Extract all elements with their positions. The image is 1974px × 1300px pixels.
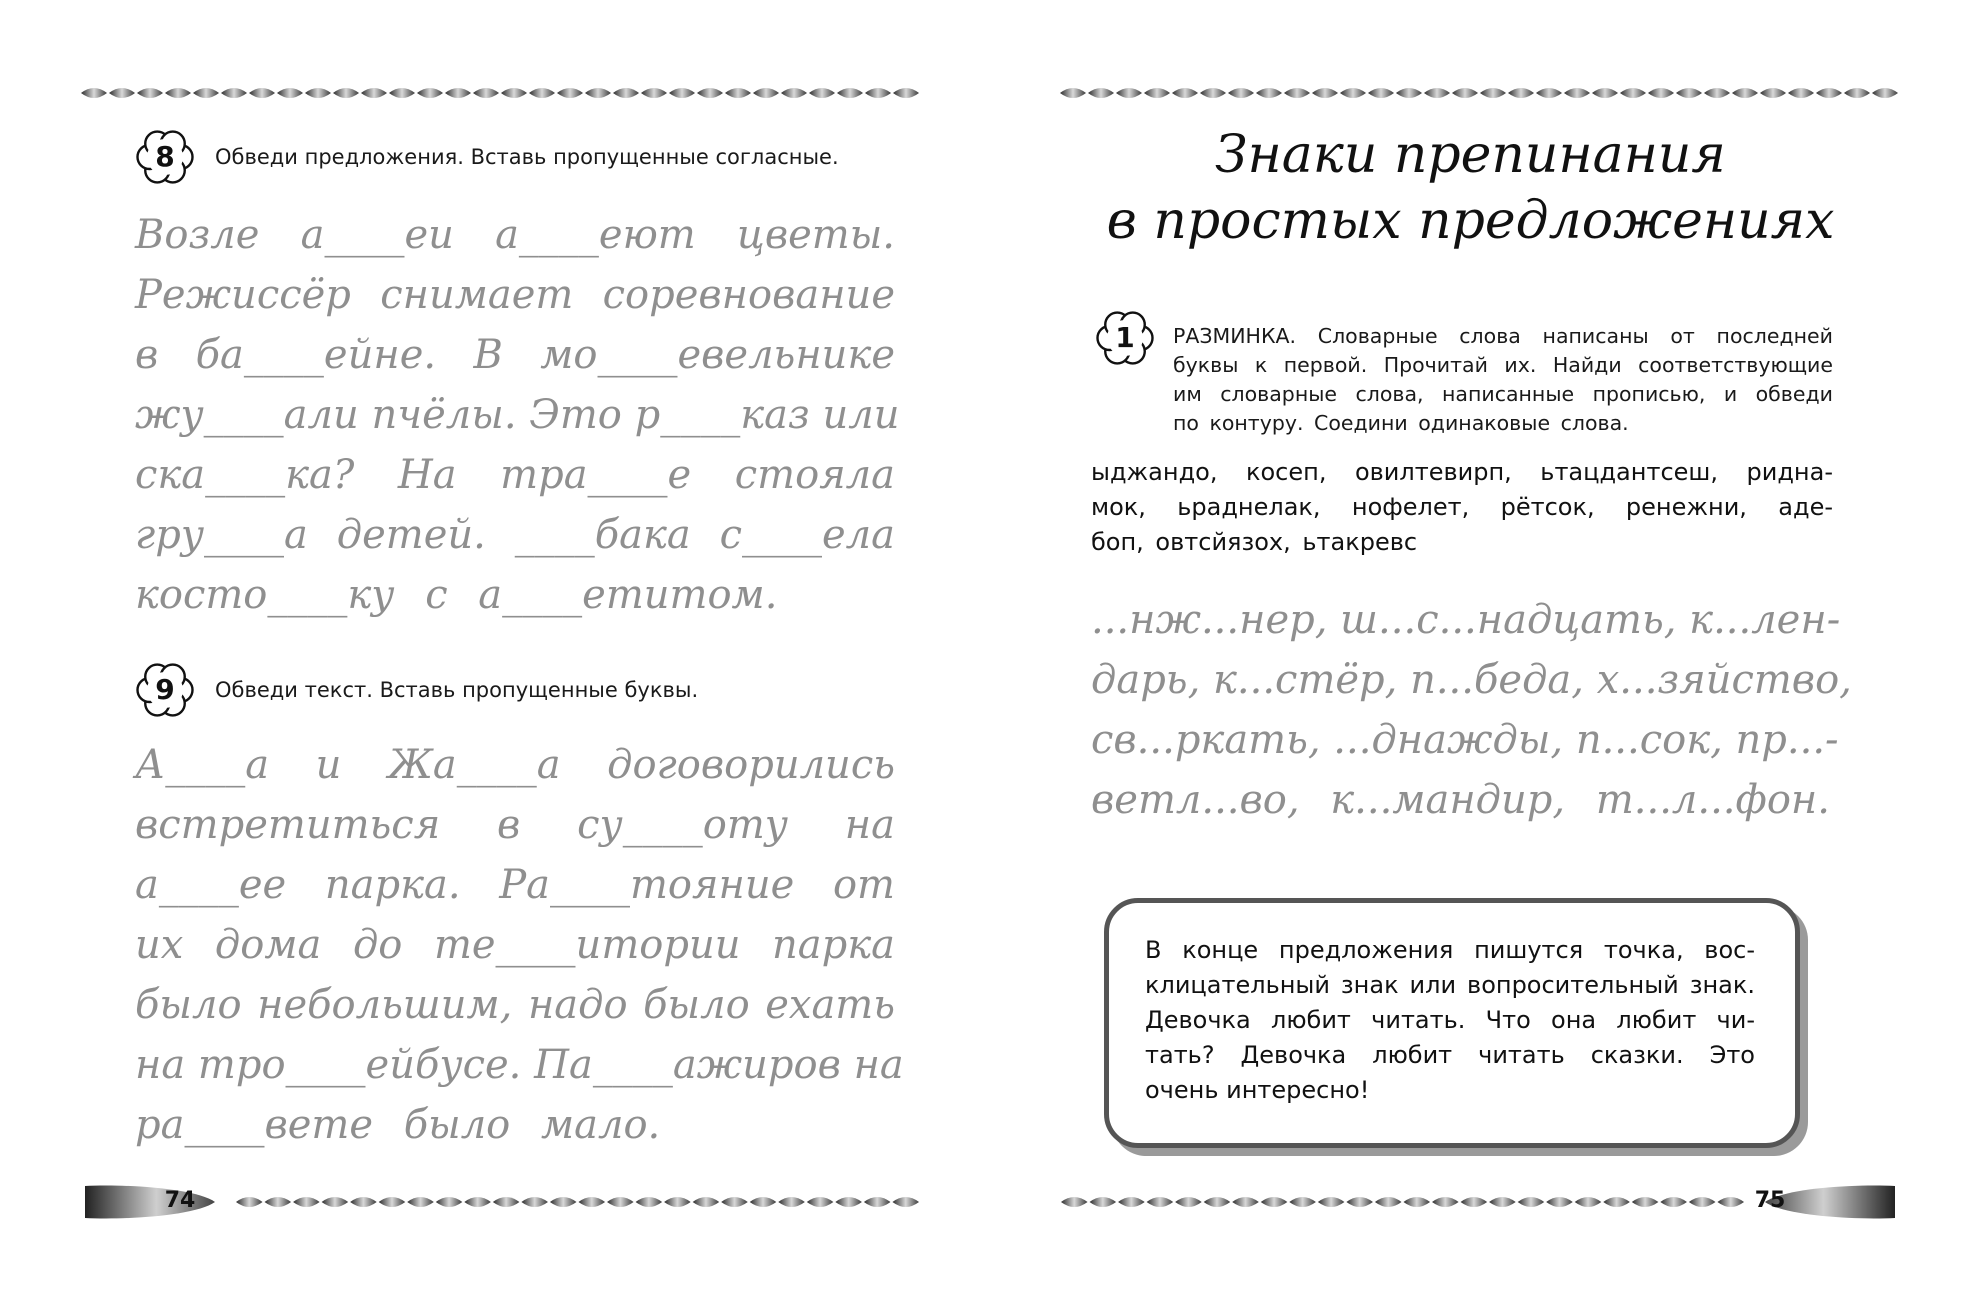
leaf-icon	[1564, 88, 1590, 98]
leaf-icon	[379, 1197, 406, 1207]
leaf-icon	[109, 88, 135, 98]
top-leaf-border-left	[80, 82, 920, 104]
leaf-icon	[807, 1197, 834, 1207]
leaf-icon	[445, 88, 471, 98]
leaf-icon	[1620, 88, 1646, 98]
leaf-icon	[137, 88, 163, 98]
leaf-icon	[1461, 1197, 1488, 1207]
cursive-line[interactable]: Возле а____еи а____еют цветы.	[135, 212, 895, 258]
leaf-icon	[193, 88, 219, 98]
rule-line: тать? Девочка любит читать сказки. Это	[1145, 1041, 1755, 1069]
cursive-line[interactable]: в ба____ейне. В мо____евельнике	[135, 332, 895, 378]
leaf-icon	[1200, 88, 1226, 98]
cursive-line[interactable]: дарь, к...стёр, п...беда, х...зяйство,	[1091, 657, 1852, 703]
leaf-icon	[1061, 1197, 1088, 1207]
leaf-icon	[557, 88, 583, 98]
cursive-line[interactable]: косто____ку с а____етитом.	[135, 572, 778, 618]
leaf-icon	[1704, 88, 1730, 98]
leaf-icon	[697, 88, 723, 98]
leaf-icon	[693, 1197, 720, 1207]
leaf-icon	[636, 1197, 663, 1207]
leaf-icon	[1404, 1197, 1431, 1207]
rule-line: клицательный знак или вопросительный знак.	[1145, 971, 1755, 999]
scrambled-line: ыджандо, косеп, овилтевирп, ьтацдантсеш, ридна-	[1091, 458, 1833, 486]
leaf-icon	[277, 88, 303, 98]
exercise-9-instruction: Обведи текст. Вставь пропущенные буквы.	[215, 678, 699, 702]
leaf-icon	[1172, 88, 1198, 98]
cursive-line[interactable]: было небольшим, надо было ехать	[135, 982, 895, 1028]
leaf-icon	[1368, 88, 1394, 98]
leaf-icon	[607, 1197, 634, 1207]
leaf-icon	[464, 1197, 491, 1207]
leaf-icon	[725, 88, 751, 98]
leaf-icon	[361, 88, 387, 98]
leaf-icon	[1261, 1197, 1288, 1207]
leaf-icon	[1603, 1197, 1630, 1207]
leaf-icon	[669, 88, 695, 98]
leaf-icon	[750, 1197, 777, 1207]
leaf-icon	[641, 88, 667, 98]
exercise-8-cursive-text	[135, 205, 900, 625]
leaf-icon	[1340, 88, 1366, 98]
instruction-line: им словарные слова, написанные прописью, и обведи	[1173, 382, 1833, 406]
leaf-icon	[1816, 88, 1842, 98]
cursive-line[interactable]: ра____вете было мало.	[135, 1102, 661, 1148]
leaf-icon	[837, 88, 863, 98]
leaf-icon	[165, 88, 191, 98]
leaf-icon	[1116, 88, 1142, 98]
scrambled-line: мок, ьраднелак, нофелет, рётсок, ренежни, аде-	[1091, 493, 1833, 521]
leaf-icon	[1175, 1197, 1202, 1207]
leaf-icon	[1788, 88, 1814, 98]
cursive-line[interactable]: их дома до те____итории парка	[135, 922, 895, 968]
exercise-9-cursive-text	[135, 735, 904, 1155]
leaf-icon	[1118, 1197, 1145, 1207]
leaf-icon	[293, 1197, 320, 1207]
cursive-line[interactable]: ска____ка? На тра____е стояла	[135, 452, 895, 498]
leaf-icon	[664, 1197, 691, 1207]
rule-text	[1145, 933, 1755, 1108]
leaf-icon	[1632, 1197, 1659, 1207]
leaf-icon	[1284, 88, 1310, 98]
leaf-icon	[236, 1197, 263, 1207]
leaf-icon	[249, 88, 275, 98]
leaf-icon	[893, 88, 919, 98]
exercise-8-badge	[135, 127, 195, 187]
leaf-icon	[1432, 1197, 1459, 1207]
rule-box	[1104, 898, 1800, 1148]
instruction-line: по контуру. Соедини одинаковые слова.	[1173, 411, 1629, 435]
title-line: Знаки препинания	[1215, 125, 1726, 185]
leaf-icon	[613, 88, 639, 98]
leaf-icon	[501, 88, 527, 98]
leaf-icon	[585, 88, 611, 98]
exercise-1-instruction	[1173, 322, 1833, 438]
rule-line: очень интересно!	[1145, 1076, 1370, 1104]
leaf-icon	[1090, 1197, 1117, 1207]
cursive-line[interactable]: св...ркать, ...днажды, п...сок, пр...-	[1091, 717, 1839, 763]
leaf-icon	[1518, 1197, 1545, 1207]
leaf-icon	[407, 1197, 434, 1207]
leaf-icon	[1480, 88, 1506, 98]
leaf-icon	[1144, 88, 1170, 98]
leaf-icon	[1256, 88, 1282, 98]
leaf-icon	[436, 1197, 463, 1207]
leaf-icon	[1592, 88, 1618, 98]
leaf-icon	[333, 88, 359, 98]
leaf-icon	[473, 88, 499, 98]
leaf-icon	[1396, 88, 1422, 98]
top-leaf-border-right	[1059, 82, 1899, 104]
scrambled-line: боп, овтсйязох, ьтакревс	[1091, 528, 1418, 556]
leaf-icon	[1575, 1197, 1602, 1207]
leaf-icon	[493, 1197, 520, 1207]
leaf-icon	[864, 1197, 891, 1207]
leaf-icon	[1289, 1197, 1316, 1207]
leaf-icon	[322, 1197, 349, 1207]
leaf-icon	[1424, 88, 1450, 98]
rule-line: В конце предложения пишутся точка, вос-	[1145, 936, 1755, 964]
exercise-8-instruction: Обведи предложения. Вставь пропущенные согласные.	[215, 145, 839, 169]
leaf-icon	[1732, 88, 1758, 98]
leaf-icon	[892, 1197, 919, 1207]
leaf-icon	[1228, 88, 1254, 98]
leaf-ornament-icon	[1059, 82, 1899, 104]
exercise-1-badge	[1095, 308, 1155, 368]
leaf-icon	[1689, 1197, 1716, 1207]
title-line: в простых предложениях	[1106, 191, 1835, 251]
page-number: 74	[164, 1188, 196, 1213]
cursive-line[interactable]: встретиться в су____оту на	[135, 802, 895, 848]
instruction-line: буквы к первой. Прочитай их. Найди соответствующие	[1173, 353, 1833, 377]
leaf-icon	[521, 1197, 548, 1207]
leaf-icon	[721, 1197, 748, 1207]
cursive-line[interactable]: жу____али пчёлы. Это р____каз или	[135, 392, 900, 438]
leaf-icon	[265, 1197, 292, 1207]
cursive-line[interactable]: ...нж...нер, ш...с...надцать, к...лен-	[1091, 597, 1841, 643]
leaf-icon	[350, 1197, 377, 1207]
leaf-icon	[1536, 88, 1562, 98]
leaf-icon	[1375, 1197, 1402, 1207]
leaf-icon	[1060, 88, 1086, 98]
leaf-icon	[1452, 88, 1478, 98]
page-number: 75	[1754, 1188, 1786, 1213]
leaf-icon	[865, 88, 891, 98]
exercise-1-cursive-text	[1091, 590, 1852, 830]
leaf-icon	[1546, 1197, 1573, 1207]
leaf-icon	[81, 88, 107, 98]
leaf-icon	[1088, 88, 1114, 98]
leaf-icon	[1318, 1197, 1345, 1207]
right-page	[987, 0, 1974, 1300]
leaf-icon	[550, 1197, 577, 1207]
exercise-9-badge	[135, 660, 195, 720]
leaf-icon	[1872, 88, 1898, 98]
cursive-line[interactable]: гру____а детей. ____бака с____ела	[135, 512, 895, 558]
leaf-icon	[1648, 88, 1674, 98]
leaf-icon	[529, 88, 555, 98]
leaf-icon	[389, 88, 415, 98]
leaf-icon	[1204, 1197, 1231, 1207]
leaf-icon	[305, 88, 331, 98]
leaf-icon	[778, 1197, 805, 1207]
leaf-icon	[781, 88, 807, 98]
cursive-line[interactable]: ветл...во, к...мандир, т...л...фон.	[1091, 777, 1830, 823]
leaf-icon	[221, 88, 247, 98]
leaf-icon	[1312, 88, 1338, 98]
leaf-icon	[809, 88, 835, 98]
leaf-footer-icon	[85, 1180, 925, 1224]
leaf-icon	[1232, 1197, 1259, 1207]
leaf-icon	[1508, 88, 1534, 98]
cursive-line[interactable]: Режиссёр снимает соревнование	[135, 272, 895, 318]
leaf-icon	[1660, 1197, 1687, 1207]
cursive-line[interactable]: на тро____ейбусе. Па____ажиров на	[135, 1042, 904, 1088]
cursive-line[interactable]: а____ее парка. Ра____тояние от	[135, 862, 895, 908]
exercise-9-number: 9	[155, 673, 175, 706]
cursive-line[interactable]: А____а и Жа____а договорились	[135, 742, 895, 788]
leaf-icon	[835, 1197, 862, 1207]
exercise-8-number: 8	[155, 140, 175, 173]
leaf-icon	[1844, 88, 1870, 98]
leaf-icon	[753, 88, 779, 98]
instruction-line: РАЗМИНКА. Словарные слова написаны от последней	[1173, 324, 1833, 348]
leaf-icon	[1676, 88, 1702, 98]
scrambled-words	[1091, 455, 1833, 560]
leaf-icon	[579, 1197, 606, 1207]
leaf-icon	[417, 88, 443, 98]
leaf-icon	[1346, 1197, 1373, 1207]
footer-ornament-left	[85, 1180, 925, 1224]
leaf-ornament-icon	[80, 82, 920, 104]
page-title	[977, 122, 1964, 254]
leaf-icon	[1760, 88, 1786, 98]
leaf-icon	[1489, 1197, 1516, 1207]
exercise-1-number: 1	[1115, 321, 1135, 354]
rule-line: Девочка любит читать. Что она любит чи-	[1145, 1006, 1755, 1034]
leaf-icon	[1147, 1197, 1174, 1207]
